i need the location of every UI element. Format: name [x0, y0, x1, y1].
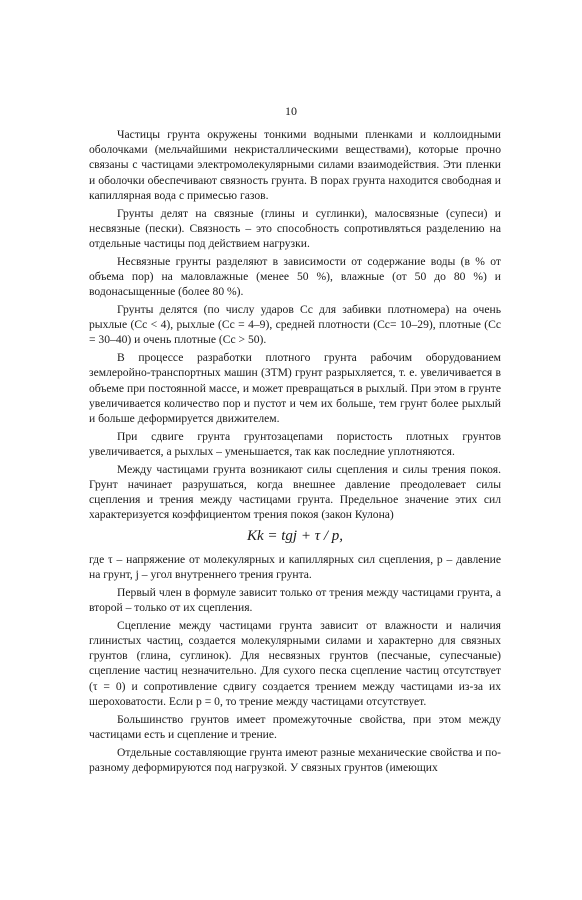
paragraph: Грунты делятся (по числу ударов Cс для забивки плотномера) на очень рыхлые (Cс < 4), рыхлые (Cс = 4–9), средней плотности (Cс= 10–29), плотные (Cс = 30–40) и очень плотные (Cс > 50).	[89, 303, 501, 347]
paragraph: Сцепление между частицами грунта зависит от влажности и наличия глинистых частиц, создается молекулярными силами и характерно для связных грунтов (глина, суглинок). Для несвязных грунтов (песчаные, супесчаные) сцепление частиц незначительно. Для сухого песка сцепление частиц отсутствует (τ = 0) и сопротивление сдвигу создается трением между частицами из-за их шероховатости. Если p = 0, то трение между частицами отсутствует.	[89, 618, 501, 708]
paragraph: Грунты делят на связные (глины и суглинки), малосвязные (супеси) и несвязные (пески). Связность – это способность сопротивляться разделению на отдельные частицы под действием нагрузки.	[89, 206, 501, 251]
paragraph: Отдельные составляющие грунта имеют разные механические свойства и по-разному деформируются под нагрузкой. У связных грунтов (имеющих	[89, 745, 501, 774]
paragraph: Частицы грунта окружены тонкими водными пленками и коллоидными оболочками (мельчайшими некристаллическими веществами), которые прочно связаны с частицами электромолекулярными силами взаимодействия. Эти пленки и оболочки обеспечивают связность грунта. В порах грунта находится свободная и капиллярная вода с примесью газов.	[89, 128, 501, 202]
paragraph: где τ – напряжение от молекулярных и капиллярных сил сцепления, p – давление на грунт, j – угол внутреннего трения грунта.	[89, 552, 501, 582]
body-text	[89, 127, 501, 778]
paragraph: При сдвиге грунта грунтозацепами пористость плотных грунтов увеличивается, а рыхлых – уменьшается, так как последние уплотняются.	[89, 429, 501, 459]
paragraph: Большинство грунтов имеет промежуточные свойства, при этом между частицами есть и сцепление и трение.	[89, 712, 501, 741]
paragraph: Несвязные грунты разделяют в зависимости от содержание воды (в % от объема пор) на маловлажные (менее 50 %), влажные (от 50 до 80 %) и водонасыщенные (более 80 %).	[89, 254, 501, 299]
paragraph: Между частицами грунта возникают силы сцепления и силы трения покоя. Грунт начинает разрушаться, когда внешнее давление преодолевает силы сцепления и трения между частицами грунта. Предельное значение этих сил характеризуется коэффициентом трения покоя (закон Кулона)	[89, 462, 501, 522]
page-number: 10	[285, 104, 297, 118]
coulomb-formula: Kk = tgj + τ / p,	[246, 527, 344, 544]
paragraph: Первый член в формуле зависит только от трения между частицами грунта, а второй – только от их сцепления.	[89, 585, 501, 615]
paragraph: В процессе разработки плотного грунта рабочим оборудованием землеройно-транспортных машин (ЗТМ) грунт разрыхляется, т. е. увеличивается в объеме при постоянной массе, и может превращаться в рыхлый. При этом в грунте увеличивается количество пор и пустот и чем их больше, тем грунт более рыхлый и больше деформируется движителем.	[89, 351, 501, 426]
